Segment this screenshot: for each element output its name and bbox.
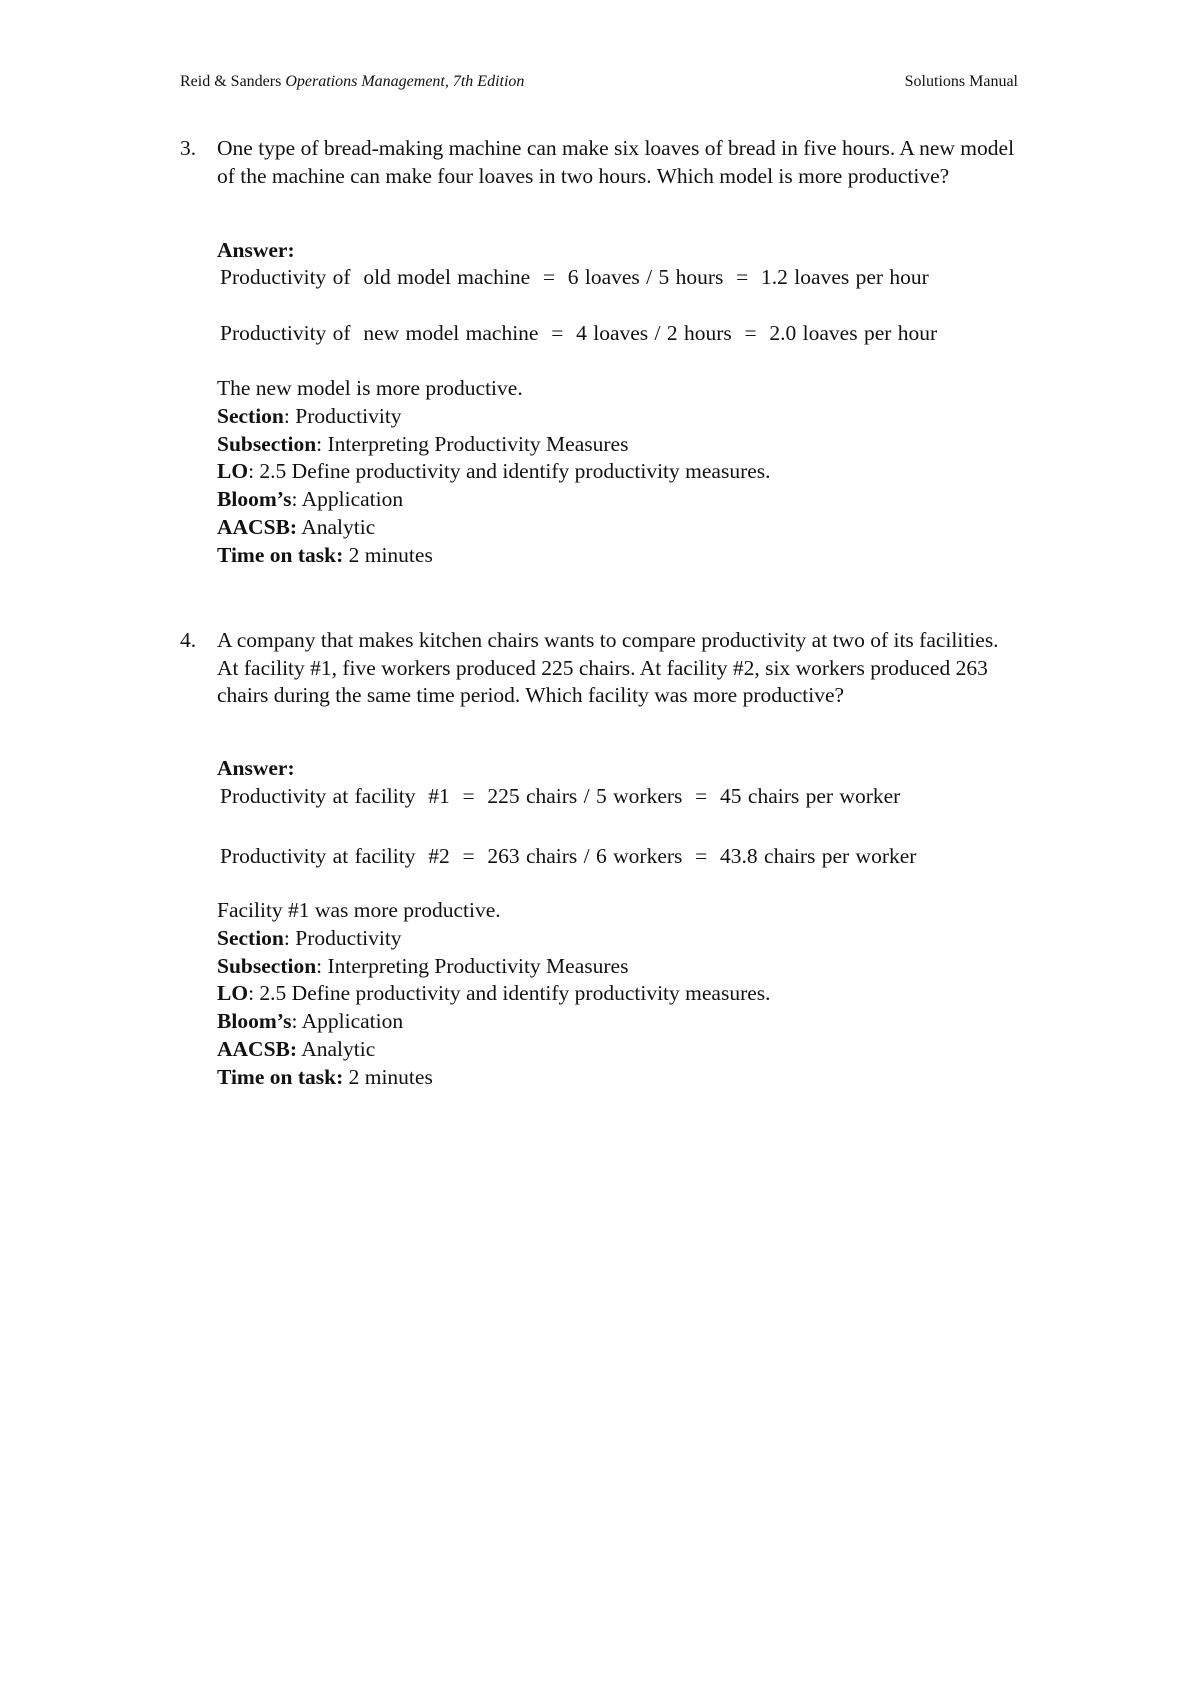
lo-label: LO: [217, 981, 249, 1006]
subsection-label: Subsection: [217, 431, 317, 456]
question-text: A company that makes kitchen chairs wants to compare productivity at two of its facilities. At facility #1, five workers produced 225 chairs. At facility #2, six workers produced 263 chairs during the same time period. Which facility was more productive?: [217, 628, 999, 707]
time-value: 2 minutes: [343, 542, 433, 567]
aacsb-line: [217, 1036, 1017, 1064]
bloom-value: : Application: [291, 1009, 404, 1034]
time-label: Time on task:: [217, 1064, 344, 1089]
section-line: [217, 925, 1017, 953]
aacsb-value: Analytic: [297, 1036, 376, 1061]
lo-line: [217, 458, 1017, 486]
conclusion-text: The new model is more productive.: [217, 376, 523, 400]
subsection-line: [217, 953, 1017, 981]
aacsb-label: AACSB:: [217, 1036, 298, 1061]
formula-line: Productivity of old model machine = 6 loaves / 5 hours = 1.2 loaves per hour: [220, 265, 929, 289]
section-label: Section: [217, 403, 284, 428]
formula-line: Productivity at facility #1 = 225 chairs / 5 workers = 45 chairs per worker: [220, 784, 901, 808]
time-line: [217, 542, 1017, 570]
time-line: [217, 1064, 1017, 1092]
section-value: : Productivity: [283, 925, 402, 950]
lo-label: LO: [217, 459, 249, 484]
time-value: 2 minutes: [343, 1064, 433, 1089]
bloom-line: [217, 1008, 1017, 1036]
section-label: Section: [217, 925, 284, 950]
section-line: [217, 403, 1017, 431]
formula-line: Productivity of new model machine = 4 loaves / 2 hours = 2.0 loaves per hour: [220, 321, 938, 345]
subsection-value: : Interpreting Productivity Measures: [316, 953, 629, 978]
subsection-value: : Interpreting Productivity Measures: [316, 431, 629, 456]
question-text: One type of bread-making machine can make six loaves of bread in five hours. A new model of the machine can make four loaves in two hours. Which model is more productive?: [217, 136, 1015, 188]
aacsb-line: [217, 514, 1017, 542]
subsection-label: Subsection: [217, 953, 317, 978]
header-book-name: Operations Management, 7th Edition: [285, 73, 525, 90]
aacsb-value: Analytic: [297, 514, 376, 539]
subsection-line: [217, 431, 1017, 459]
bloom-label: Bloom’s: [217, 1009, 292, 1034]
question-number: 3.: [180, 136, 197, 160]
answer-heading: Answer:: [217, 756, 295, 780]
time-label: Time on task:: [217, 542, 344, 567]
header-authors: Reid & Sanders: [180, 73, 286, 90]
bloom-line: [217, 486, 1017, 514]
answer-heading: Answer:: [217, 238, 295, 262]
bloom-label: Bloom’s: [217, 487, 292, 512]
answer-metadata: [217, 375, 1017, 570]
header-book-title: [180, 70, 524, 94]
answer-metadata: [217, 897, 1017, 1092]
header-manual-label: Solutions Manual: [904, 73, 1018, 90]
page-header: [180, 70, 1018, 94]
section-value: : Productivity: [283, 403, 402, 428]
bloom-value: : Application: [291, 487, 404, 512]
aacsb-label: AACSB:: [217, 514, 298, 539]
question-number: 4.: [180, 628, 197, 652]
lo-value: : 2.5 Define productivity and identify productivity measures.: [248, 981, 771, 1006]
formula-line: Productivity at facility #2 = 263 chairs / 6 workers = 43.8 chairs per worker: [220, 844, 917, 868]
lo-line: [217, 980, 1017, 1008]
conclusion-text: Facility #1 was more productive.: [217, 898, 501, 922]
lo-value: : 2.5 Define productivity and identify productivity measures.: [248, 459, 771, 484]
